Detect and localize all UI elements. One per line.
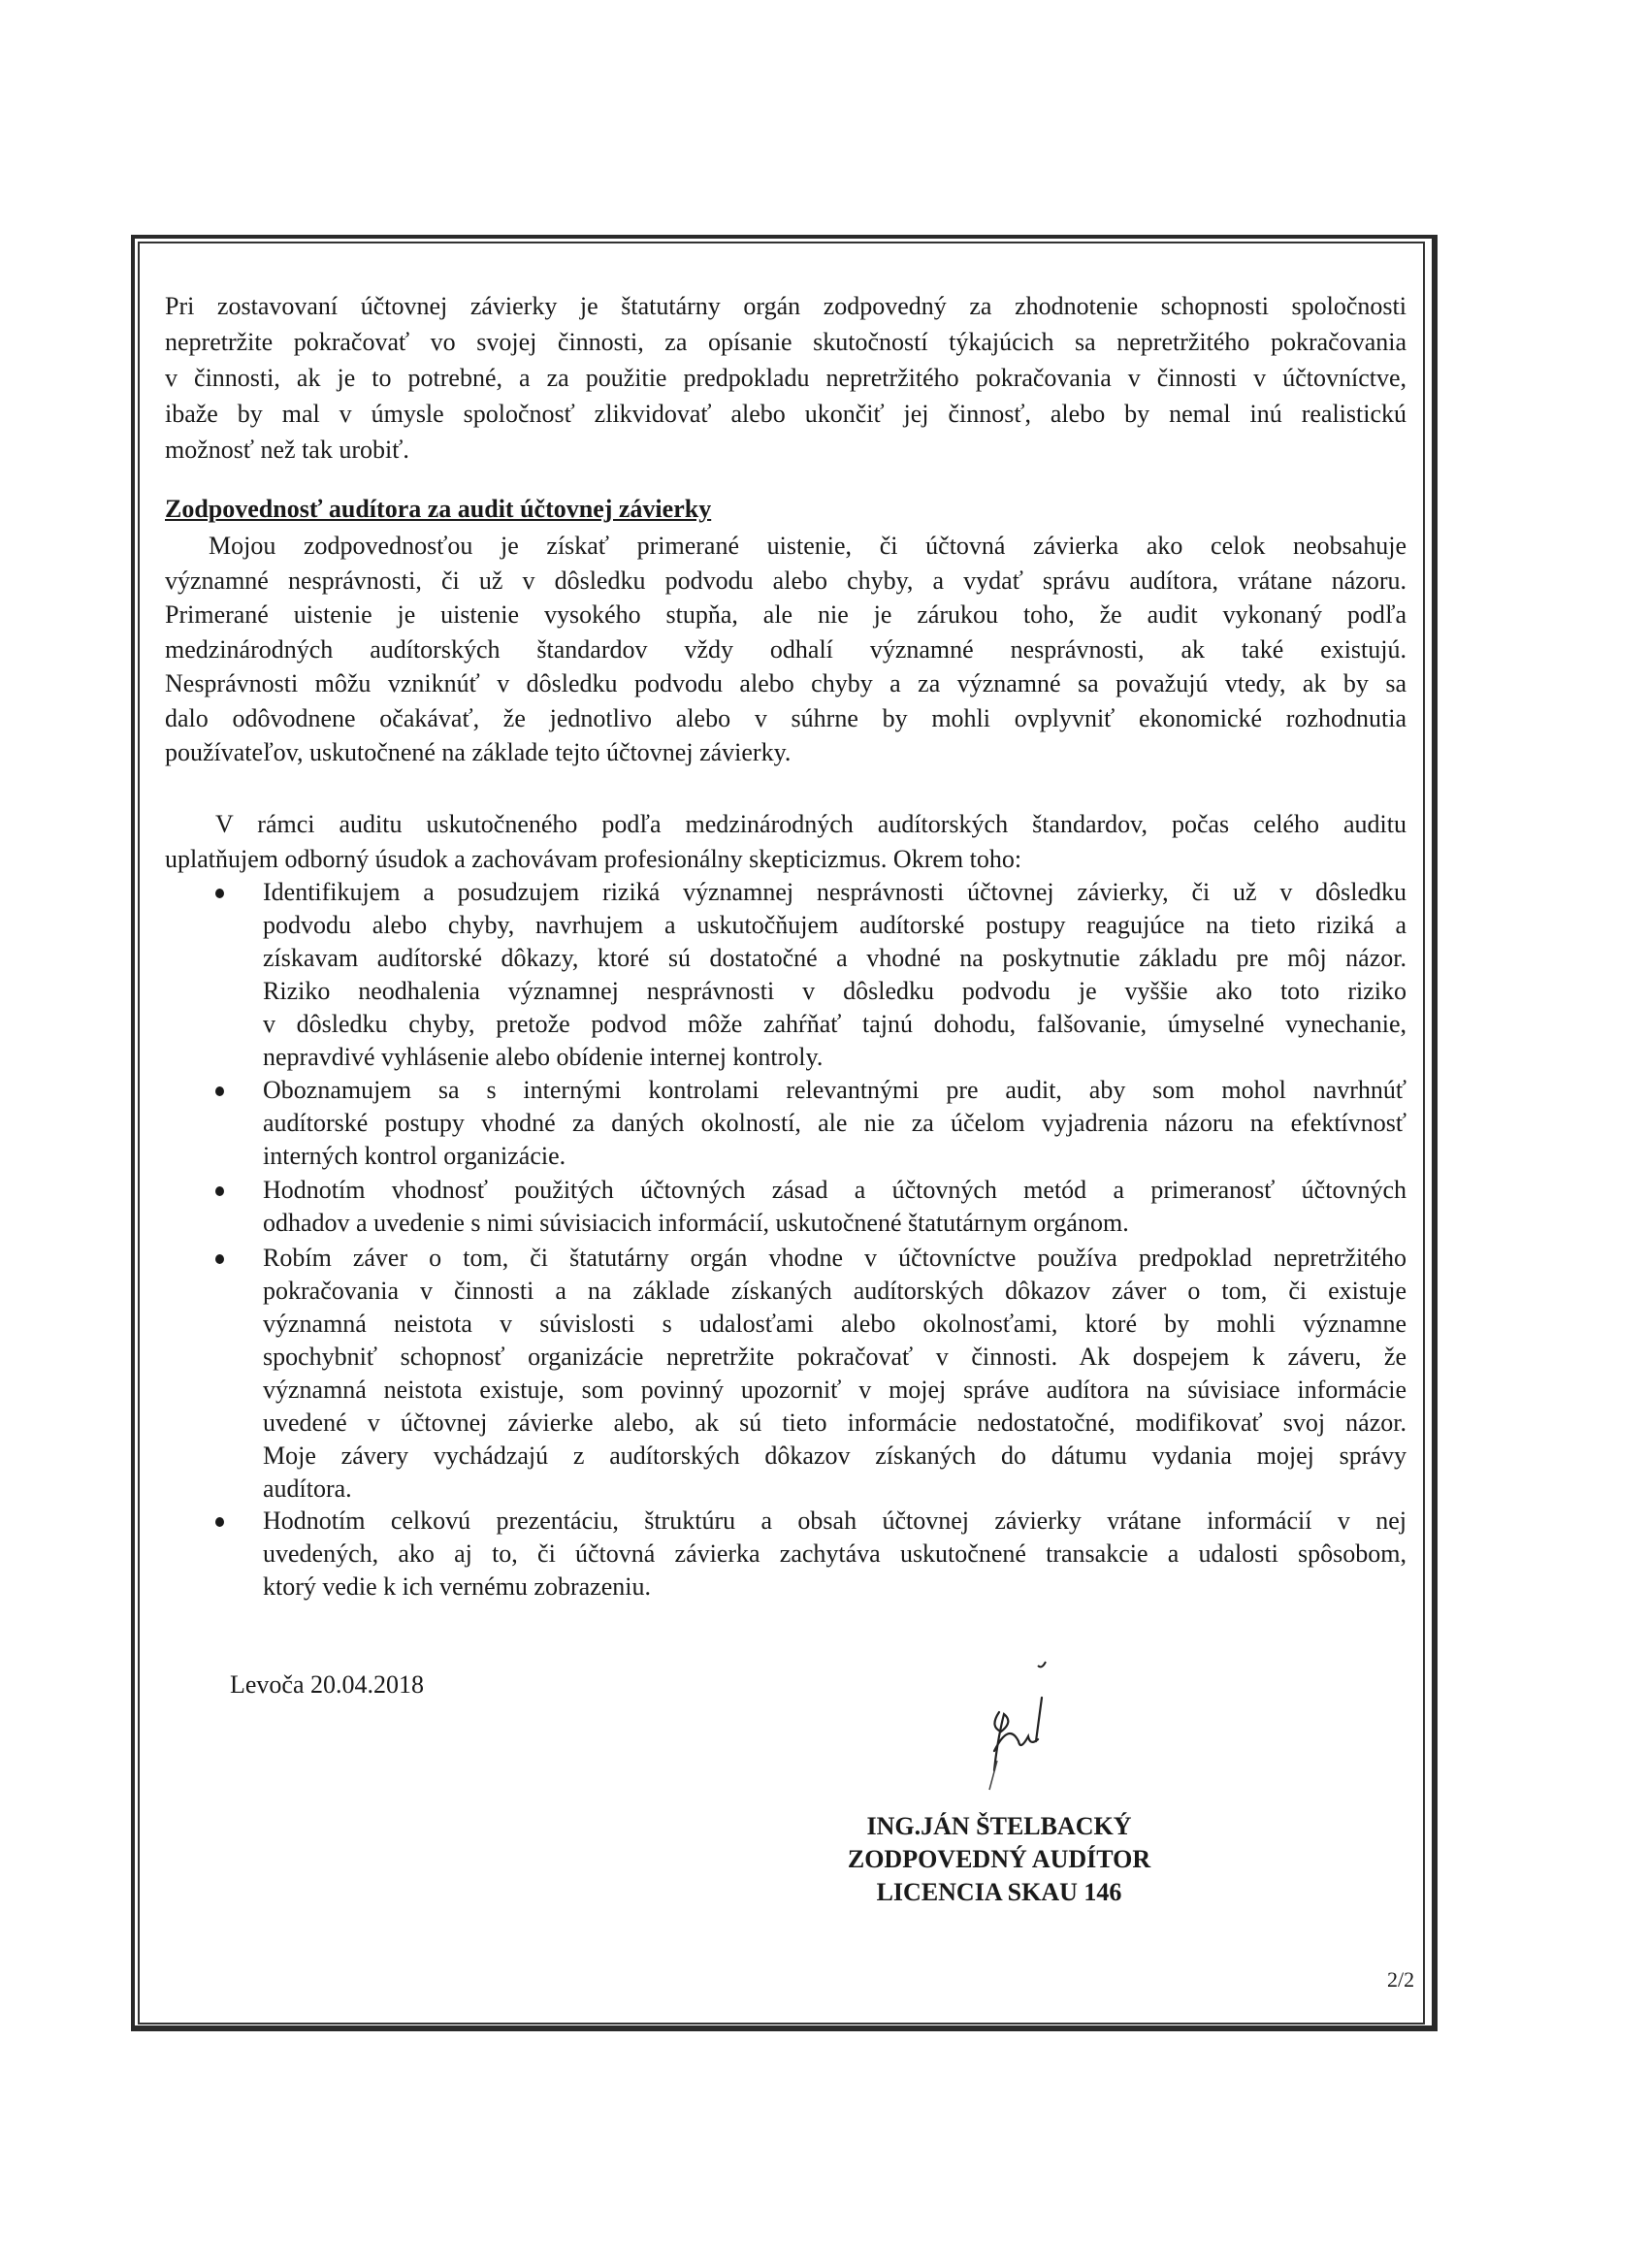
text-line: nepravdivé vyhlásenie alebo obídenie internej kontroly. — [263, 1043, 824, 1071]
page-number: 2/2 — [1387, 1967, 1415, 1992]
text-line: odhadov a uvedenie s nimi súvisiacich informácií, uskutočnené štatutárnym orgánom. — [263, 1209, 1129, 1237]
bullet-item — [215, 1174, 1406, 1240]
text-line: uvedených, ako aj to, či účtovná závierka zachytáva uskutočnené transakcie a udalosti spôsobom, — [263, 1539, 1406, 1568]
bullet-item — [215, 1074, 1406, 1173]
handwritten-signature — [960, 1654, 1096, 1795]
paragraph-auditor-responsibility — [165, 529, 1406, 770]
bullet-item — [215, 1505, 1406, 1604]
signatory-name: ING.JÁN ŠTELBACKÝ — [866, 1812, 1132, 1840]
text-line: ibaže by mal v úmysle spoločnosť zlikvidovať alebo ukončiť jej činnosť, alebo by nemal inú realistickú — [165, 400, 1406, 428]
text-line: uplatňujem odborný úsudok a zachovávam profesionálny skepticizmus. Okrem toho: — [165, 844, 1022, 873]
bullet-icon — [215, 1086, 224, 1096]
text-line: Nesprávnosti môžu vzniknúť v dôsledku podvodu alebo chyby a za významné sa považujú vtedy, ak by sa — [165, 669, 1406, 697]
text-line: významné nesprávnosti, či už v dôsledku podvodu alebo chyby, a vydať správu audítora, vrátane názoru. — [165, 566, 1406, 595]
text-line: interných kontrol organizácie. — [263, 1142, 566, 1170]
signatory-license: LICENCIA SKAU 146 — [876, 1878, 1122, 1906]
bullet-icon — [215, 1254, 224, 1264]
text-line: Robím záver o tom, či štatutárny orgán vhodne v účtovníctve používa predpoklad nepretržitého — [263, 1244, 1406, 1272]
text-line: ktorý vedie k ich vernému zobrazeniu. — [263, 1572, 651, 1601]
text-line: medzinárodných audítorských štandardov vždy odhalí významné nesprávnosti, ak také existujú. — [165, 634, 1406, 664]
text-line: Pri zostavovaní účtovnej závierky je štatutárny orgán zodpovedný za zhodnotenie schopnosti spoločnosti — [165, 292, 1406, 320]
bullet-icon — [215, 1186, 224, 1196]
section-heading: Zodpovednosť audítora za audit účtovnej závierky — [165, 495, 712, 523]
text-line: Riziko neodhalenia významnej nesprávnosti v dôsledku podvodu je vyššie ako toto riziko — [263, 977, 1406, 1005]
signatory-role: ZODPOVEDNÝ AUDÍTOR — [847, 1845, 1151, 1873]
text-line: Hodnotím vhodnosť použitých účtovných zásad a účtovných metód a primeranosť účtovných — [263, 1176, 1406, 1204]
text-line: nepretržite pokračovať vo svojej činnosti, za opísanie skutočností týkajúcich sa nepretržitého pokračovania — [165, 328, 1406, 356]
text-line: Mojou zodpovednosťou je získať primerané uistenie, či účtovná závierka ako celok neobsahuje — [209, 532, 1406, 560]
text-line: V rámci auditu uskutočneného podľa medzinárodných audítorských štandardov, počas celého auditu — [215, 810, 1406, 838]
text-line: Oboznamujem sa s internými kontrolami relevantnými pre audit, aby som mohol navrhnúť — [263, 1076, 1406, 1104]
text-line: uvedené v účtovnej závierke alebo, ak sú tieto informácie nedostatočné, modifikovať svoj názor. — [263, 1409, 1406, 1437]
bullet-icon — [215, 1517, 224, 1527]
text-line: získavam audítorské dôkazy, ktoré sú dostatočné a vhodné na poskytnutie základu pre môj názor. — [263, 944, 1406, 972]
text-line: pokračovania v činnosti a na základe získaných audítorských dôkazov záver o tom, či existuje — [263, 1277, 1406, 1305]
text-line: významná neistota existuje, som povinný upozorniť v mojej správe audítora na súvisiace informácie — [263, 1376, 1406, 1404]
bullet-item — [215, 876, 1406, 1074]
bullet-item — [215, 1242, 1406, 1506]
place-and-date: Levoča 20.04.2018 — [230, 1670, 425, 1699]
text-line: významná neistota v súvislosti s udalosťami alebo okolnosťami, ktoré by mohli významne — [263, 1310, 1406, 1338]
text-line: v dôsledku chyby, pretože podvod môže zahŕňať tajnú dohodu, falšovanie, úmyselné vynechanie, — [263, 1010, 1406, 1038]
paragraph-audit-scope — [165, 807, 1406, 876]
paragraph-going-concern — [165, 288, 1406, 468]
text-line: Primerané uistenie je uistenie vysokého stupňa, ale nie je zárukou toho, že audit vykonaný podľa — [165, 600, 1406, 629]
text-line: Moje závery vychádzajú z audítorských dôkazov získaných do dátumu vydania mojej správy — [263, 1442, 1406, 1470]
text-line: možnosť než tak urobiť. — [165, 436, 409, 464]
text-line: Identifikujem a posudzujem riziká významnej nesprávnosti účtovnej závierky, či už v dôsledku — [263, 878, 1406, 906]
text-line: v činnosti, ak je to potrebné, a za použitie predpokladu nepretržitého pokračovania v činnosti v účtovníctve, — [165, 364, 1406, 392]
text-line: podvodu alebo chyby, navrhujem a uskutočňujem audítorské postupy reagujúce na tieto riziká a — [263, 911, 1406, 939]
text-line: audítora. — [263, 1474, 352, 1503]
text-line: Hodnotím celkovú prezentáciu, štruktúru a obsah účtovnej závierky vrátane informácií v nej — [263, 1507, 1406, 1535]
text-line: spochybniť schopnosť organizácie nepretržite pokračovať v činnosti. Ak dospejem k záveru, že — [263, 1343, 1406, 1371]
bullet-icon — [215, 889, 224, 898]
text-line: používateľov, uskutočnené na základe tejto účtovnej závierky. — [165, 738, 792, 766]
text-line: dalo odôvodnene očakávať, že jednotlivo alebo v súhrne by mohli ovplyvniť ekonomické rozhodnutia — [165, 703, 1406, 732]
text-line: audítorské postupy vhodné za daných okolností, ale nie za účelom vyjadrenia názoru na efektívnosť — [263, 1109, 1406, 1137]
